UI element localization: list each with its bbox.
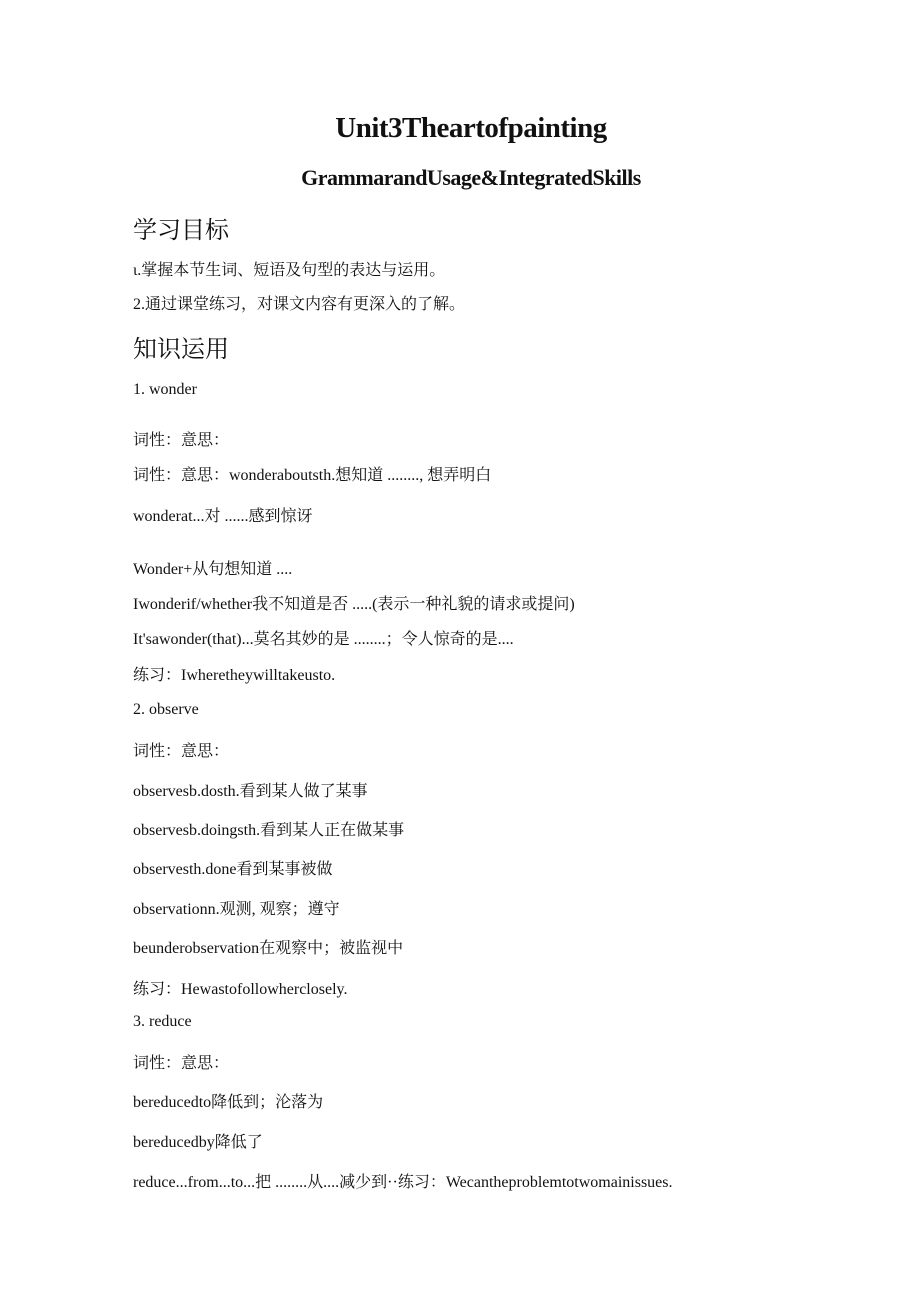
objective-item: ι.掌握本节生词、短语及句型的表达与运用。 (133, 262, 446, 279)
knowledge-line: bereducedto降低到；沦落为 (133, 1094, 324, 1111)
knowledge-line: Wonder+从句想知道 .... (133, 561, 293, 578)
knowledge-line: Iwonderif/whether我不知道是否 .....(表示一种礼貌的请求或提问) (133, 596, 575, 613)
knowledge-line: bereducedby降低了 (133, 1134, 263, 1151)
knowledge-line: 2. observe (133, 701, 199, 718)
knowledge-line: 练习：Iwheretheywilltakeusto. (133, 667, 336, 684)
knowledge-line: It'sawonder(that)...莫名其妙的是 ........；令人惊奇的是.... (133, 631, 514, 648)
document-subtitle: GrammarandUsage&IntegratedSkills (301, 165, 641, 190)
knowledge-heading: 知识运用 (133, 335, 229, 363)
knowledge-line: observesb.doingsth.看到某人正在做某事 (133, 822, 405, 839)
knowledge-line: 词性：意思： (133, 1055, 230, 1072)
knowledge-line: reduce...from...to...把 ........从....减少到··练习：Wecantheproblemtotwomainissues. (133, 1174, 673, 1191)
knowledge-line: 1. wonder (133, 381, 197, 398)
objective-item: 2.通过课堂练习，对课文内容有更深入的了解。 (133, 296, 466, 313)
knowledge-line: 词性：意思： (133, 432, 230, 449)
objectives-heading: 学习目标 (133, 216, 229, 244)
knowledge-line: observesb.dosth.看到某人做了某事 (133, 783, 368, 800)
knowledge-line: beunderobservation在观察中；被监视中 (133, 940, 404, 957)
knowledge-line: 练习：Hewastofollowherclosely. (133, 981, 348, 998)
knowledge-line: 词性：意思：wonderaboutsth.想知道 ........, 想弄明白 (133, 467, 492, 484)
knowledge-line: wonderat...对 ......感到惊讶 (133, 508, 313, 525)
knowledge-line: 3. reduce (133, 1013, 192, 1030)
document-title: Unit3Theartofpainting (335, 112, 607, 144)
knowledge-line: 词性：意思： (133, 743, 230, 760)
knowledge-line: observesth.done看到某事被做 (133, 861, 333, 878)
knowledge-line: observationn.观测, 观察；遵守 (133, 901, 340, 918)
